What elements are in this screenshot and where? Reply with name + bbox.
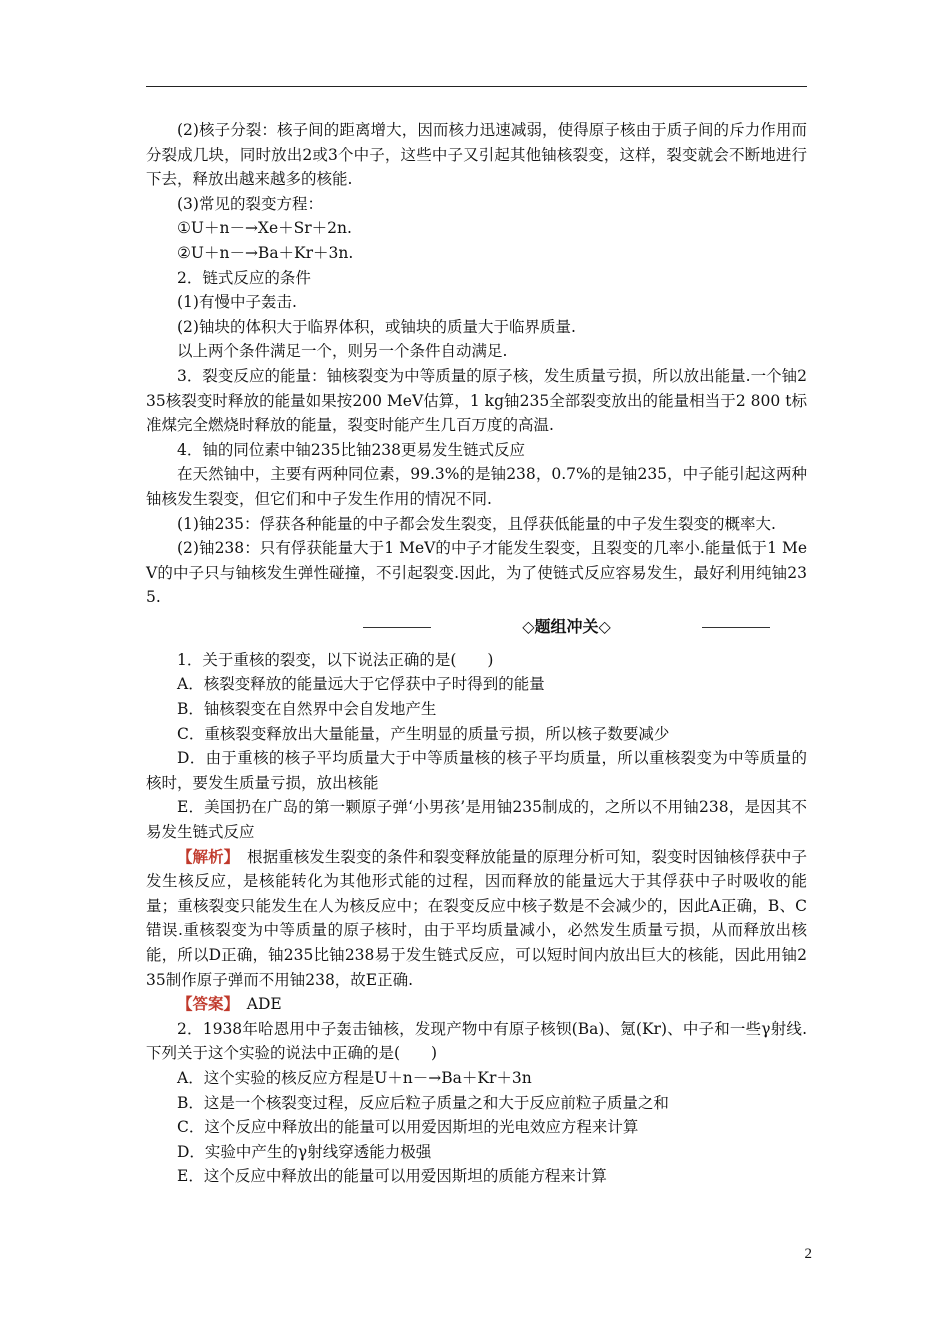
- analysis-text: 根据重核发生裂变的条件和裂变释放能量的原理分析可知，裂变时因铀核俘获中子发生核反应，是核能转化为其他形式能的过程，因而释放的能量远大于其俘获中子时吸收的能量；重核裂变只能发生在人为核反应中；在裂变反应中核子数是不会减少的，因此A正确，B、C错误.重核裂变为中等质量的原子核时，由于平均质量减小，必然发生质量亏损，从而释放出核能，所以D正确，铀235比铀238易于发生链式反应，可以短时间内放出巨大的核能，因此用铀235制作原子弹而不用铀238，故E正确.: [146, 847, 807, 989]
- paragraph: 在天然铀中，主要有两种同位素，99.3%的是铀238，0.7%的是铀235，中子能引起这两种铀核发生裂变，但它们和中子发生作用的情况不同.: [146, 465, 807, 508]
- section-rule-left: [363, 627, 431, 628]
- analysis-tag: 【解析】: [177, 847, 232, 866]
- subheading: 2．链式反应的条件: [177, 268, 311, 287]
- answer-text: ADE: [231, 995, 282, 1014]
- page-content: [146, 118, 807, 1189]
- paragraph: 以上两个条件满足一个，则另一个条件自动满足.: [177, 342, 508, 361]
- question-stem: 1．关于重核的裂变，以下说法正确的是( ): [177, 650, 494, 669]
- paragraph: (3)常见的裂变方程：: [177, 194, 323, 213]
- section-title: ◇题组冲关◇: [522, 616, 611, 636]
- page-number: 2: [804, 1246, 812, 1262]
- question-option: D．由于重核的核子平均质量大于中等质量核的核子平均质量，所以重核裂变为中等质量的核时，要发生质量亏损，放出核能: [146, 749, 807, 792]
- paragraph: (1)铀235：俘获各种能量的中子都会发生裂变，且俘获低能量的中子发生裂变的概率大.: [177, 514, 776, 533]
- question-option: E．这个反应中释放出的能量可以用爱因斯坦的质能方程来计算: [177, 1167, 607, 1186]
- equation-line: ①U＋n－→Xe＋Sr＋2n.: [177, 219, 352, 238]
- question-stem: 2．1938年哈恩用中子轰击铀核，发现产物中有原子核钡(Ba)、氪(Kr)、中子和一些γ射线.下列关于这个实验的说法中正确的是( ): [146, 1019, 807, 1063]
- question-option: B．这是一个核裂变过程，反应后粒子质量之和大于反应前粒子质量之和: [177, 1093, 669, 1112]
- paragraph: (2)铀238：只有俘获能量大于1 MeV的中子才能发生裂变，且裂变的几率小.能量低于1 MeV的中子只与铀核发生弹性碰撞，不引起裂变.因此，为了使链式反应容易发生，最好利用纯铀235.: [146, 539, 807, 607]
- question-option: A．这个实验的核反应方程是U＋n－→Ba＋Kr＋3n: [177, 1068, 532, 1087]
- paragraph: (1)有慢中子轰击.: [177, 293, 297, 312]
- paragraph: (2)铀块的体积大于临界体积，或铀块的质量大于临界质量.: [177, 317, 576, 336]
- subheading: 4．铀的同位素中铀235比铀238更易发生链式反应: [177, 440, 526, 459]
- answer-tag: 【答案】: [177, 995, 232, 1014]
- question-option: E．美国扔在广岛的第一颗原子弹‘小男孩’是用铀235制成的，之所以不用铀238，是因其不易发生链式反应: [146, 798, 807, 842]
- equation-line: ②U＋n－→Ba＋Kr＋3n.: [177, 243, 354, 262]
- paragraph: 3．裂变反应的能量：铀核裂变为中等质量的原子核，发生质量亏损，所以放出能量.一个铀235核裂变时释放的能量如果按200 MeV估算，1 kg铀235全部裂变放出的能量相当于2 800 t标准煤完全燃烧时释放的能量，裂变时能产生几百万度的高温.: [146, 366, 807, 435]
- answer-paragraph: [146, 992, 807, 1017]
- question-option: D．实验中产生的γ射线穿透能力极强: [177, 1142, 432, 1161]
- section-rule-right: [702, 627, 770, 628]
- question-option: A．核裂变释放的能量远大于它俘获中子时得到的能量: [177, 675, 545, 694]
- header-rule: [146, 86, 807, 87]
- analysis-paragraph: [146, 845, 807, 993]
- section-header: [146, 614, 807, 640]
- question-option: C．这个反应中释放出的能量可以用爱因斯坦的光电效应方程来计算: [177, 1118, 639, 1137]
- question-option: B．铀核裂变在自然界中会自发地产生: [177, 700, 437, 719]
- paragraph: (2)核子分裂：核子间的距离增大，因而核力迅速减弱，使得原子核由于质子间的斥力作用而分裂成几块，同时放出2或3个中子，这些中子又引起其他铀核裂变，这样，裂变就会不断地进行下去，释放出越来越多的核能.: [146, 121, 807, 189]
- question-option: C．重核裂变释放出大量能量，产生明显的质量亏损，所以核子数要减少: [177, 724, 670, 743]
